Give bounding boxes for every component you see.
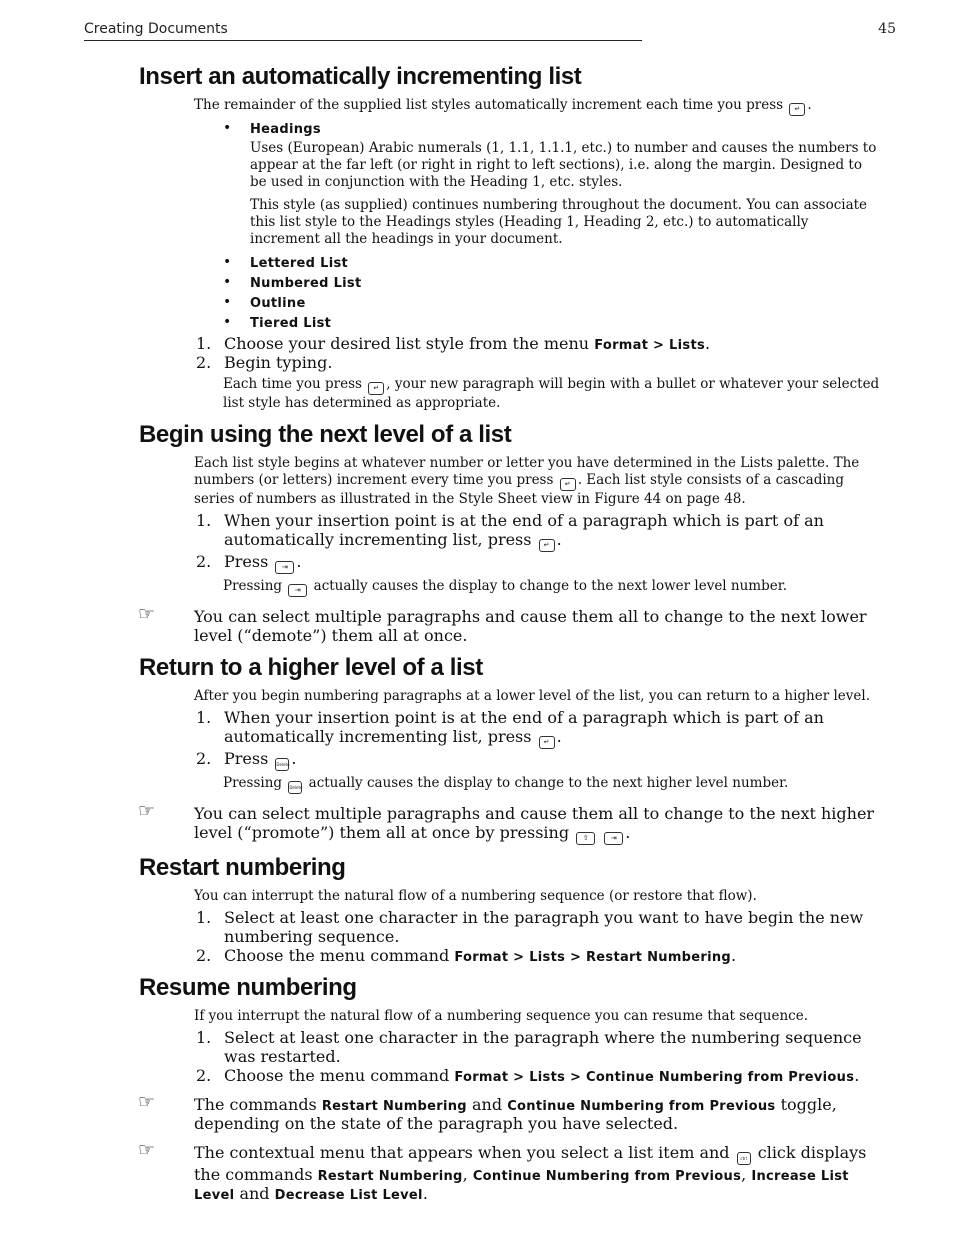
s5-intro: If you interrupt the natural flow of a numbering sequence you can resume that sequence. — [194, 1008, 808, 1024]
list-item: • Lettered List — [250, 254, 882, 274]
step-item: 1. Select at least one character in the paragraph you want to have begin the new numbering sequence. — [196, 908, 864, 946]
s2-steps — [0, 511, 954, 574]
s4-intro: You can interrupt the natural flow of a numbering sequence (or restore that flow). — [194, 888, 757, 904]
step-item: 1. When your insertion point is at the end of a paragraph which is part of an automatically incrementing list, press ↵ . — [224, 708, 884, 749]
heading-return-higher-level: Return to a higher level of a list — [139, 654, 483, 681]
shift-key-icon: ⇧ — [576, 832, 595, 845]
pointing-hand-icon: ☞ — [138, 1091, 156, 1113]
return-key-icon: ↵ — [560, 478, 576, 491]
step-item: 2. Choose the menu command Format > Lists > Continue Numbering from Previous. — [196, 1066, 860, 1085]
list-item: • Tiered List — [250, 314, 882, 334]
return-key-icon: ↵ — [789, 103, 805, 116]
s3-after-steps: Pressing Delete actually causes the display to change to the next higher level number. — [223, 775, 884, 794]
s5-note-toggle: ☞ The commands Restart Numbering and Continue Numbering from Previous toggle, depending on the state of the paragraph you have selected. — [138, 1091, 837, 1133]
return-key-icon: ↵ — [539, 736, 555, 749]
tab-key-icon: ⇥ — [288, 584, 307, 597]
s4-steps — [0, 908, 954, 965]
step-item: 2. Press Delete . — [224, 749, 884, 771]
page-number: 45 — [878, 21, 896, 37]
s3-steps — [0, 708, 954, 771]
list-item: • Numbered List — [250, 274, 882, 294]
headings-description-2: This style (as supplied) continues numbering throughout the document. You can associate this list style to the Headings styles (Heading 1, Heading 2, etc.) to automatically increment all the headings in your document. — [250, 197, 868, 247]
pointing-hand-icon: ☞ — [138, 603, 156, 625]
return-key-icon: ↵ — [368, 382, 384, 395]
s1-intro: The remainder of the supplied list styles automatically increment each time you press ↵ . — [194, 97, 884, 116]
page-content — [0, 58, 954, 1203]
list-style-bullets — [0, 120, 954, 334]
delete-key-icon: Delete — [275, 758, 289, 771]
step-item: 1. When your insertion point is at the end of a paragraph which is part of an automatically incrementing list, press ↵ . — [224, 511, 884, 552]
s1-steps — [0, 334, 954, 372]
tab-key-icon: ⇥ — [604, 832, 623, 845]
heading-resume-numbering: Resume numbering — [139, 974, 357, 1001]
bullet-label-headings: Headings — [250, 122, 321, 137]
page-header — [84, 20, 896, 42]
delete-key-icon: Delete — [288, 781, 302, 794]
bullet-label: Numbered List — [250, 276, 362, 291]
list-item: • Outline — [250, 294, 882, 314]
bullet-label: Lettered List — [250, 256, 348, 271]
pointing-hand-icon: ☞ — [138, 1139, 156, 1161]
headings-description-1: Uses (European) Arabic numerals (1, 1.1, 1.1.1, etc.) to number and causes the numbers to appear at the far left (or right in right to left sections), i.e. along the margin. Designed to be used in conjunction with the Heading 1, etc. styles. — [250, 140, 877, 190]
s5-steps — [0, 1028, 954, 1085]
heading-begin-next-level: Begin using the next level of a list — [139, 421, 512, 448]
running-header-section: Creating Documents — [84, 21, 228, 37]
bullet-label: Tiered List — [250, 316, 332, 331]
s3-note: ☞ You can select multiple paragraphs and cause them all to change to the next higher level (“promote”) them all at once by pressing ⇧ ⇥ . — [194, 804, 884, 845]
heading-restart-numbering: Restart numbering — [139, 854, 346, 881]
step-item: 2. Begin typing. — [196, 353, 333, 372]
s2-intro: Each list style begins at whatever number or letter you have determined in the Lists palette. The numbers (or letters) increment every time you press ↵ . Each list style consists of a cascading series of numbers as illustrated in the Style Sheet view in Figure 44 on page 48. — [194, 455, 860, 507]
pointing-hand-icon: ☞ — [138, 800, 156, 822]
step-item: 2. Choose the menu command Format > Lists > Restart Numbering. — [196, 946, 737, 965]
step-item: 2. Press ⇥ . — [224, 552, 884, 574]
step-item: 1. Select at least one character in the paragraph where the numbering sequence was restarted. — [196, 1028, 862, 1066]
heading-insert-incrementing-list: Insert an automatically incrementing list — [139, 63, 582, 90]
s3-intro: After you begin numbering paragraphs at a lower level of the list, you can return to a higher level. — [194, 688, 870, 704]
s2-note: ☞ You can select multiple paragraphs and cause them all to change to the next lower level (“demote”) them all at once. — [138, 603, 867, 645]
ctrl-key-icon: ctrl — [737, 1152, 751, 1165]
tab-key-icon: ⇥ — [275, 561, 294, 574]
s2-after-steps: Pressing ⇥ actually causes the display to change to the next lower level number. — [223, 578, 884, 597]
list-item: • Headings Uses (European) Arabic numerals (1, 1.1, 1.1.1, etc.) to number and causes the numbers to appear at the far left (or right in right to left sections), i.e. along the margin. Designed to be used in conjunction with the Heading 1, etc. styles. This style (as supplied) continues numbering throughout the document. You can associate this list style to the Headings styles (Heading 1, Heading 2, etc.) to automatically increment all the headings in your document. — [250, 120, 882, 248]
step-item: 1. Choose your desired list style from the menu Format > Lists. — [196, 334, 711, 353]
s1-after-steps: Each time you press ↵ , your new paragraph will begin with a bullet or whatever your selected list style has determined as appropriate. — [223, 376, 880, 411]
bullet-label: Outline — [250, 296, 306, 311]
s5-note-contextual-menu: ☞ The contextual menu that appears when you select a list item and ctrl click displays the commands Restart Numbering, Continue Numbering from Previous, Increase List Level and Decrease List Level. — [138, 1139, 867, 1203]
header-rule — [84, 40, 642, 41]
return-key-icon: ↵ — [539, 539, 555, 552]
